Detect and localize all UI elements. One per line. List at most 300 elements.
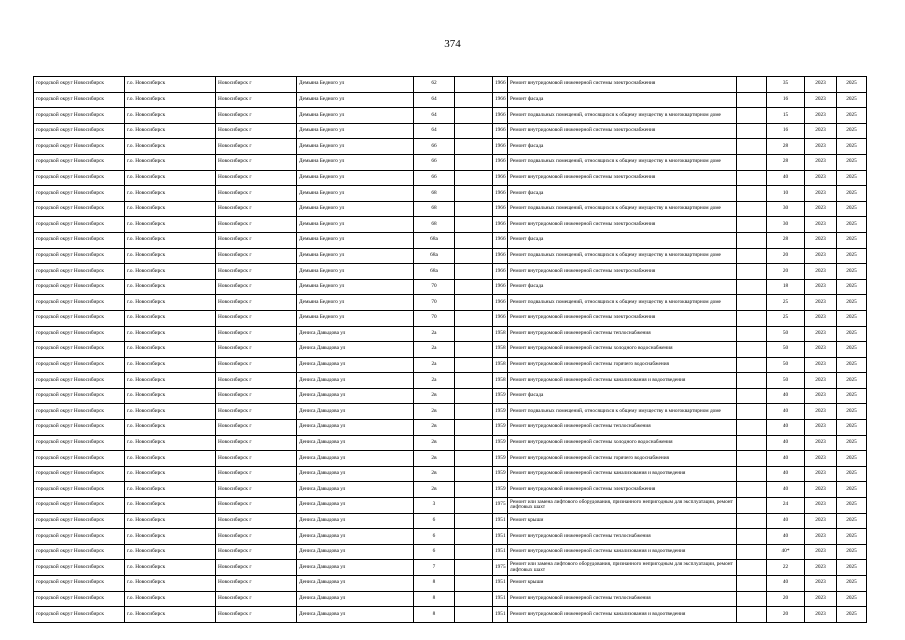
table-row [34, 373, 867, 389]
start-year-cell: 2023 [805, 357, 837, 373]
house-number-cell: 68 [414, 201, 455, 217]
work-type-cell: Ремонт внутридомовой инженерной системы электроснабжения [508, 123, 737, 139]
work-type-cell: Ремонт внутридомовой инженерной системы электроснабжения [508, 217, 737, 233]
year-cell: 1966 [493, 264, 508, 280]
end-year-cell: 2025 [837, 217, 867, 233]
table-row [34, 498, 867, 514]
building-cell [455, 139, 493, 155]
district-cell: г.о. Новосибирск [125, 529, 216, 545]
street-cell: Демьяна Бедного ул [297, 264, 414, 280]
table-row [34, 591, 867, 607]
house-number-cell: 62 [414, 77, 455, 93]
street-cell: Демьяна Бедного ул [297, 279, 414, 295]
house-number-cell: 68 [414, 217, 455, 233]
city-cell: Новосибирск г [216, 170, 297, 186]
start-year-cell: 2023 [805, 77, 837, 93]
building-cell [455, 404, 493, 420]
municipality-cell: городской округ Новосибирск [34, 232, 125, 248]
year-cell: 1966 [493, 154, 508, 170]
district-cell: г.о. Новосибирск [125, 123, 216, 139]
building-cell [455, 154, 493, 170]
table-row [34, 576, 867, 592]
end-year-cell: 2025 [837, 357, 867, 373]
district-cell: г.о. Новосибирск [125, 201, 216, 217]
cost-cell: 40 [767, 576, 805, 592]
capital-repair-table [33, 76, 867, 623]
district-cell: г.о. Новосибирск [125, 326, 216, 342]
end-year-cell: 2025 [837, 607, 867, 623]
table-row [34, 388, 867, 404]
year-cell: 1958 [493, 342, 508, 358]
work-type-cell: Ремонт фасада [508, 139, 737, 155]
table-row [34, 420, 867, 436]
house-number-cell: 66 [414, 170, 455, 186]
municipality-cell: городской округ Новосибирск [34, 560, 125, 576]
year-cell: 1966 [493, 139, 508, 155]
house-number-cell: 64 [414, 108, 455, 124]
year-cell: 1951 [493, 544, 508, 560]
end-year-cell: 2025 [837, 451, 867, 467]
city-cell: Новосибирск г [216, 544, 297, 560]
house-number-cell: 68а [414, 232, 455, 248]
city-cell: Новосибирск г [216, 295, 297, 311]
cost-cell: 10 [767, 186, 805, 202]
city-cell: Новосибирск г [216, 232, 297, 248]
cost-cell: 24 [767, 498, 805, 514]
district-cell: г.о. Новосибирск [125, 310, 216, 326]
house-number-cell: 2а [414, 373, 455, 389]
municipality-cell: городской округ Новосибирск [34, 295, 125, 311]
municipality-cell: городской округ Новосибирск [34, 576, 125, 592]
cost-cell: 50 [767, 357, 805, 373]
start-year-cell: 2023 [805, 388, 837, 404]
house-number-cell: 68а [414, 248, 455, 264]
building-cell [455, 544, 493, 560]
district-cell: г.о. Новосибирск [125, 373, 216, 389]
district-cell: г.о. Новосибирск [125, 482, 216, 498]
year-cell: 1958 [493, 357, 508, 373]
house-number-cell: 2а [414, 342, 455, 358]
work-type-cell: Ремонт внутридомовой инженерной системы холодного водоснабжения [508, 342, 737, 358]
cost-cell: 30 [767, 201, 805, 217]
work-type-cell: Ремонт подвальных помещений, относящихся к общему имуществу в многоквартирном доме [508, 404, 737, 420]
house-number-cell: 2в [414, 388, 455, 404]
empty-cell [737, 248, 767, 264]
municipality-cell: городской округ Новосибирск [34, 435, 125, 451]
street-cell: Демьяна Бедного ул [297, 186, 414, 202]
cost-cell: 25 [767, 310, 805, 326]
end-year-cell: 2025 [837, 373, 867, 389]
cost-cell: 20 [767, 607, 805, 623]
end-year-cell: 2025 [837, 482, 867, 498]
city-cell: Новосибирск г [216, 607, 297, 623]
house-number-cell: 2в [414, 466, 455, 482]
work-type-cell: Ремонт внутридомовой инженерной системы электроснабжения [508, 77, 737, 93]
end-year-cell: 2025 [837, 466, 867, 482]
start-year-cell: 2023 [805, 498, 837, 514]
building-cell [455, 123, 493, 139]
city-cell: Новосибирск г [216, 451, 297, 467]
table-row [34, 607, 867, 623]
empty-cell [737, 123, 767, 139]
table-row [34, 217, 867, 233]
house-number-cell: 8 [414, 607, 455, 623]
building-cell [455, 482, 493, 498]
table-row [34, 404, 867, 420]
building-cell [455, 248, 493, 264]
cost-cell: 20 [767, 248, 805, 264]
district-cell: г.о. Новосибирск [125, 591, 216, 607]
end-year-cell: 2025 [837, 560, 867, 576]
cost-cell: 20 [767, 591, 805, 607]
table-row [34, 451, 867, 467]
city-cell: Новосибирск г [216, 498, 297, 514]
street-cell: Дениса Давыдова ул [297, 373, 414, 389]
table-row [34, 123, 867, 139]
municipality-cell: городской округ Новосибирск [34, 513, 125, 529]
street-cell: Дениса Давыдова ул [297, 560, 414, 576]
empty-cell [737, 170, 767, 186]
street-cell: Дениса Давыдова ул [297, 544, 414, 560]
city-cell: Новосибирск г [216, 482, 297, 498]
municipality-cell: городской округ Новосибирск [34, 264, 125, 280]
table-row [34, 279, 867, 295]
year-cell: 1951 [493, 607, 508, 623]
end-year-cell: 2025 [837, 591, 867, 607]
empty-cell [737, 92, 767, 108]
district-cell: г.о. Новосибирск [125, 498, 216, 514]
municipality-cell: городской округ Новосибирск [34, 342, 125, 358]
municipality-cell: городской округ Новосибирск [34, 77, 125, 93]
table-row [34, 232, 867, 248]
building-cell [455, 451, 493, 467]
end-year-cell: 2025 [837, 279, 867, 295]
end-year-cell: 2025 [837, 529, 867, 545]
start-year-cell: 2023 [805, 435, 837, 451]
cost-cell: 50 [767, 373, 805, 389]
work-type-cell: Ремонт подвальных помещений, относящихся к общему имуществу в многоквартирном доме [508, 154, 737, 170]
municipality-cell: городской округ Новосибирск [34, 123, 125, 139]
building-cell [455, 529, 493, 545]
building-cell [455, 264, 493, 280]
municipality-cell: городской округ Новосибирск [34, 451, 125, 467]
start-year-cell: 2023 [805, 529, 837, 545]
building-cell [455, 576, 493, 592]
street-cell: Дениса Давыдова ул [297, 435, 414, 451]
end-year-cell: 2025 [837, 123, 867, 139]
municipality-cell: городской округ Новосибирск [34, 201, 125, 217]
table-row [34, 513, 867, 529]
house-number-cell: 64 [414, 123, 455, 139]
empty-cell [737, 560, 767, 576]
year-cell: 1959 [493, 388, 508, 404]
city-cell: Новосибирск г [216, 201, 297, 217]
table-row [34, 342, 867, 358]
work-type-cell: Ремонт подвальных помещений, относящихся к общему имуществу в многоквартирном доме [508, 248, 737, 264]
city-cell: Новосибирск г [216, 186, 297, 202]
district-cell: г.о. Новосибирск [125, 388, 216, 404]
table-row [34, 544, 867, 560]
work-type-cell: Ремонт фасада [508, 92, 737, 108]
table-row [34, 154, 867, 170]
house-number-cell: 3 [414, 498, 455, 514]
start-year-cell: 2023 [805, 607, 837, 623]
start-year-cell: 2023 [805, 201, 837, 217]
city-cell: Новосибирск г [216, 388, 297, 404]
house-number-cell: 70 [414, 295, 455, 311]
start-year-cell: 2023 [805, 466, 837, 482]
street-cell: Демьяна Бедного ул [297, 108, 414, 124]
cost-cell: 40 [767, 435, 805, 451]
cost-cell: 40 [767, 529, 805, 545]
cost-cell: 40 [767, 466, 805, 482]
building-cell [455, 170, 493, 186]
house-number-cell: 2в [414, 451, 455, 467]
work-type-cell: Ремонт крыши [508, 513, 737, 529]
year-cell: 1958 [493, 326, 508, 342]
cost-cell: 40 [767, 482, 805, 498]
house-number-cell: 66 [414, 154, 455, 170]
work-type-cell: Ремонт внутридомовой инженерной системы канализования и водоотведения [508, 466, 737, 482]
street-cell: Демьяна Бедного ул [297, 77, 414, 93]
building-cell [455, 92, 493, 108]
building-cell [455, 591, 493, 607]
year-cell: 1975 [493, 560, 508, 576]
municipality-cell: городской округ Новосибирск [34, 607, 125, 623]
end-year-cell: 2025 [837, 435, 867, 451]
table-row [34, 310, 867, 326]
city-cell: Новосибирск г [216, 217, 297, 233]
house-number-cell: 70 [414, 279, 455, 295]
empty-cell [737, 373, 767, 389]
empty-cell [737, 482, 767, 498]
municipality-cell: городской округ Новосибирск [34, 310, 125, 326]
house-number-cell: 66 [414, 139, 455, 155]
building-cell [455, 607, 493, 623]
city-cell: Новосибирск г [216, 342, 297, 358]
empty-cell [737, 357, 767, 373]
city-cell: Новосибирск г [216, 92, 297, 108]
city-cell: Новосибирск г [216, 310, 297, 326]
table-row [34, 295, 867, 311]
year-cell: 1959 [493, 466, 508, 482]
empty-cell [737, 342, 767, 358]
building-cell [455, 310, 493, 326]
municipality-cell: городской округ Новосибирск [34, 373, 125, 389]
work-type-cell: Ремонт подвальных помещений, относящихся к общему имуществу в многоквартирном доме [508, 201, 737, 217]
street-cell: Дениса Давыдова ул [297, 529, 414, 545]
table-row [34, 264, 867, 280]
district-cell: г.о. Новосибирск [125, 357, 216, 373]
work-type-cell: Ремонт внутридомовой инженерной системы канализования и водоотведения [508, 607, 737, 623]
house-number-cell: 7 [414, 560, 455, 576]
empty-cell [737, 154, 767, 170]
end-year-cell: 2025 [837, 264, 867, 280]
building-cell [455, 560, 493, 576]
cost-cell: 22 [767, 560, 805, 576]
district-cell: г.о. Новосибирск [125, 466, 216, 482]
work-type-cell: Ремонт внутридомовой инженерной системы холодного водоснабжения [508, 435, 737, 451]
cost-cell: 50 [767, 342, 805, 358]
city-cell: Новосибирск г [216, 77, 297, 93]
building-cell [455, 513, 493, 529]
empty-cell [737, 576, 767, 592]
house-number-cell: 2а [414, 326, 455, 342]
empty-cell [737, 186, 767, 202]
year-cell: 1951 [493, 529, 508, 545]
table-row [34, 482, 867, 498]
start-year-cell: 2023 [805, 154, 837, 170]
start-year-cell: 2023 [805, 279, 837, 295]
district-cell: г.о. Новосибирск [125, 77, 216, 93]
municipality-cell: городской округ Новосибирск [34, 248, 125, 264]
city-cell: Новосибирск г [216, 404, 297, 420]
start-year-cell: 2023 [805, 217, 837, 233]
building-cell [455, 466, 493, 482]
year-cell: 1959 [493, 420, 508, 436]
building-cell [455, 217, 493, 233]
end-year-cell: 2025 [837, 326, 867, 342]
start-year-cell: 2023 [805, 264, 837, 280]
city-cell: Новосибирск г [216, 279, 297, 295]
district-cell: г.о. Новосибирск [125, 342, 216, 358]
start-year-cell: 2023 [805, 326, 837, 342]
end-year-cell: 2025 [837, 201, 867, 217]
cost-cell: 30 [767, 217, 805, 233]
city-cell: Новосибирск г [216, 264, 297, 280]
empty-cell [737, 108, 767, 124]
table-row [34, 529, 867, 545]
municipality-cell: городской округ Новосибирск [34, 591, 125, 607]
start-year-cell: 2023 [805, 342, 837, 358]
start-year-cell: 2023 [805, 420, 837, 436]
end-year-cell: 2025 [837, 170, 867, 186]
district-cell: г.о. Новосибирск [125, 451, 216, 467]
house-number-cell: 68а [414, 264, 455, 280]
table-row [34, 77, 867, 93]
cost-cell: 18 [767, 279, 805, 295]
municipality-cell: городской округ Новосибирск [34, 498, 125, 514]
cost-cell: 28 [767, 139, 805, 155]
street-cell: Дениса Давыдова ул [297, 342, 414, 358]
start-year-cell: 2023 [805, 404, 837, 420]
building-cell [455, 388, 493, 404]
empty-cell [737, 201, 767, 217]
end-year-cell: 2025 [837, 576, 867, 592]
cost-cell: 40 [767, 513, 805, 529]
building-cell [455, 186, 493, 202]
street-cell: Дениса Давыдова ул [297, 404, 414, 420]
city-cell: Новосибирск г [216, 513, 297, 529]
building-cell [455, 108, 493, 124]
start-year-cell: 2023 [805, 560, 837, 576]
city-cell: Новосибирск г [216, 108, 297, 124]
city-cell: Новосибирск г [216, 420, 297, 436]
district-cell: г.о. Новосибирск [125, 217, 216, 233]
cost-cell: 50 [767, 326, 805, 342]
empty-cell [737, 529, 767, 545]
table-row [34, 435, 867, 451]
work-type-cell: Ремонт внутридомовой инженерной системы теплоснабжения [508, 326, 737, 342]
work-type-cell: Ремонт внутридомовой инженерной системы горячего водоснабжения [508, 357, 737, 373]
house-number-cell: 8 [414, 576, 455, 592]
street-cell: Демьяна Бедного ул [297, 154, 414, 170]
end-year-cell: 2025 [837, 388, 867, 404]
work-type-cell: Ремонт внутридомовой инженерной системы электроснабжения [508, 170, 737, 186]
house-number-cell: 2а [414, 357, 455, 373]
work-type-cell: Ремонт крыши [508, 576, 737, 592]
start-year-cell: 2023 [805, 295, 837, 311]
work-type-cell: Ремонт внутридомовой инженерной системы электроснабжения [508, 482, 737, 498]
cost-cell: 20 [767, 264, 805, 280]
year-cell: 1966 [493, 123, 508, 139]
district-cell: г.о. Новосибирск [125, 186, 216, 202]
house-number-cell: 6 [414, 529, 455, 545]
work-type-cell: Ремонт внутридомовой инженерной системы теплоснабжения [508, 591, 737, 607]
municipality-cell: городской округ Новосибирск [34, 420, 125, 436]
building-cell [455, 279, 493, 295]
year-cell: 1966 [493, 217, 508, 233]
end-year-cell: 2025 [837, 248, 867, 264]
municipality-cell: городской округ Новосибирск [34, 170, 125, 186]
municipality-cell: городской округ Новосибирск [34, 544, 125, 560]
empty-cell [737, 451, 767, 467]
start-year-cell: 2023 [805, 482, 837, 498]
cost-cell: 40 [767, 388, 805, 404]
district-cell: г.о. Новосибирск [125, 544, 216, 560]
empty-cell [737, 607, 767, 623]
year-cell: 1966 [493, 170, 508, 186]
start-year-cell: 2023 [805, 92, 837, 108]
municipality-cell: городской округ Новосибирск [34, 108, 125, 124]
work-type-cell: Ремонт внутридомовой инженерной системы теплоснабжения [508, 420, 737, 436]
empty-cell [737, 264, 767, 280]
work-type-cell: Ремонт фасада [508, 232, 737, 248]
empty-cell [737, 420, 767, 436]
end-year-cell: 2025 [837, 544, 867, 560]
district-cell: г.о. Новосибирск [125, 92, 216, 108]
year-cell: 1966 [493, 201, 508, 217]
year-cell: 1959 [493, 482, 508, 498]
work-type-cell: Ремонт фасада [508, 186, 737, 202]
district-cell: г.о. Новосибирск [125, 264, 216, 280]
year-cell: 1966 [493, 248, 508, 264]
start-year-cell: 2023 [805, 591, 837, 607]
start-year-cell: 2023 [805, 544, 837, 560]
building-cell [455, 435, 493, 451]
district-cell: г.о. Новосибирск [125, 607, 216, 623]
city-cell: Новосибирск г [216, 576, 297, 592]
year-cell: 1966 [493, 279, 508, 295]
table-row [34, 248, 867, 264]
city-cell: Новосибирск г [216, 435, 297, 451]
house-number-cell: 68 [414, 186, 455, 202]
street-cell: Дениса Давыдова ул [297, 591, 414, 607]
table-row [34, 201, 867, 217]
city-cell: Новосибирск г [216, 248, 297, 264]
start-year-cell: 2023 [805, 170, 837, 186]
city-cell: Новосибирск г [216, 560, 297, 576]
year-cell: 1966 [493, 310, 508, 326]
work-type-cell: Ремонт внутридомовой инженерной системы электроснабжения [508, 310, 737, 326]
start-year-cell: 2023 [805, 186, 837, 202]
district-cell: г.о. Новосибирск [125, 232, 216, 248]
year-cell: 1951 [493, 591, 508, 607]
empty-cell [737, 513, 767, 529]
start-year-cell: 2023 [805, 310, 837, 326]
end-year-cell: 2025 [837, 139, 867, 155]
start-year-cell: 2023 [805, 139, 837, 155]
